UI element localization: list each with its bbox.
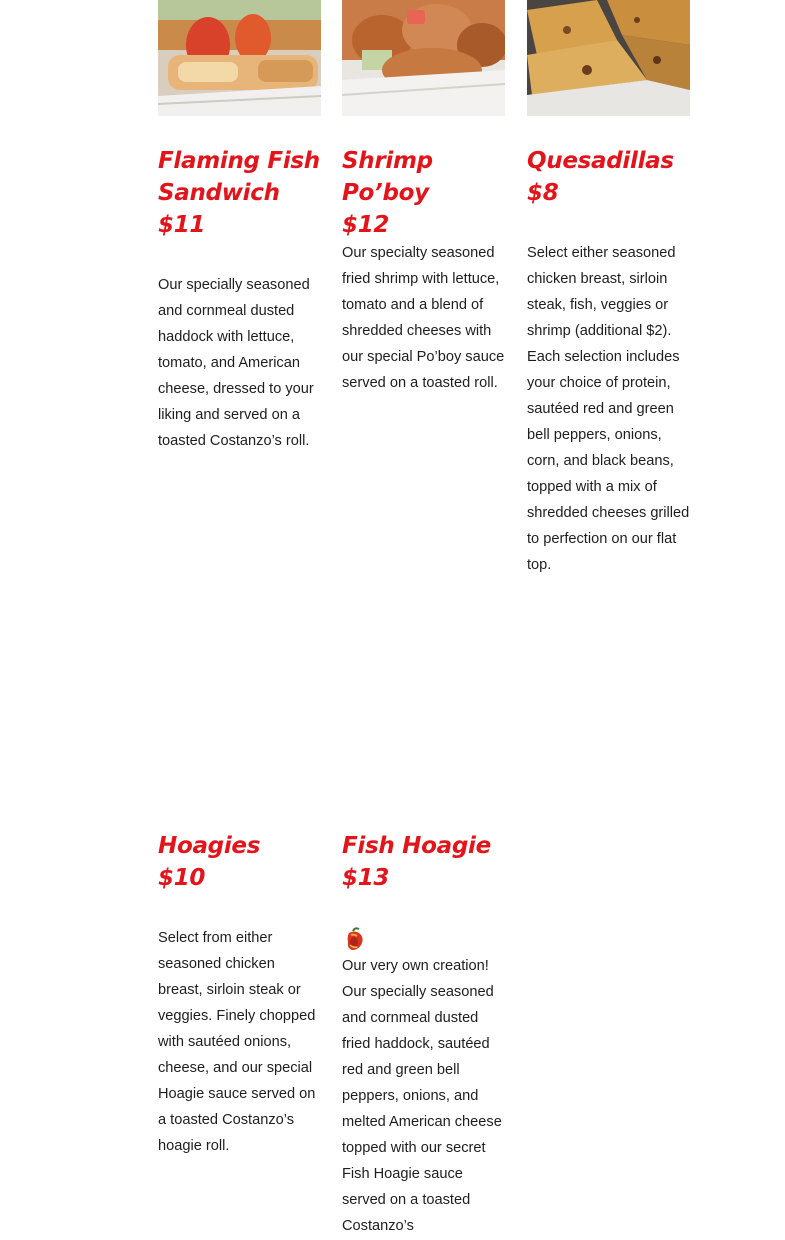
item-title: Fish Hoagie: [342, 833, 491, 859]
item-title: Shrimp Po’boy: [342, 148, 433, 206]
item-price: $10: [158, 865, 206, 891]
item-title: Quesadillas: [527, 148, 674, 174]
item-price: $13: [342, 865, 390, 891]
fried-fish-sandwich-photo: [158, 0, 321, 116]
item-description: Our very own creation! Our specially seasoned and cornmeal dusted fried haddock, sautéed red and green bell peppers, onions, and melted American cheese topped with our secret Fish Hoagie sauce served on a toasted Costanzo’s: [342, 958, 502, 1234]
item-description: Our specialty seasoned fried shrimp with lettuce, tomato and a blend of shredded cheeses with our special Po’boy sauce served on a toasted roll.: [342, 245, 505, 391]
item-description: Select from either seasoned chicken breast, sirloin steak or veggies. Finely chopped with sautéed onions, cheese, and our special Hoagie sauce served on a toasted Costanzo’s hoagie roll.: [158, 930, 316, 1154]
hot-pepper-icon: [342, 926, 368, 952]
item-price: $12: [342, 212, 390, 238]
quesadilla-photo: [527, 0, 690, 116]
item-price: $8: [527, 180, 559, 206]
item-description: Select either seasoned chicken breast, sirloin steak, fish, veggies or shrimp (additional $2). Each selection includes your choice of protein, sautéed red and green bell peppers, onions, corn, and black beans, topped with a mix of shredded cheeses grilled to perfection on our flat top.: [527, 245, 690, 573]
item-title: Flaming Fish Sandwich: [158, 148, 320, 206]
item-description: Our specially seasoned and cornmeal dusted haddock with lettuce, tomato, and American cheese, dressed to your liking and served on a toasted Costanzo’s roll.: [158, 277, 314, 449]
item-title: Hoagies: [158, 833, 261, 859]
item-price: $11: [158, 212, 206, 238]
shrimp-poboy-photo: [342, 0, 505, 116]
